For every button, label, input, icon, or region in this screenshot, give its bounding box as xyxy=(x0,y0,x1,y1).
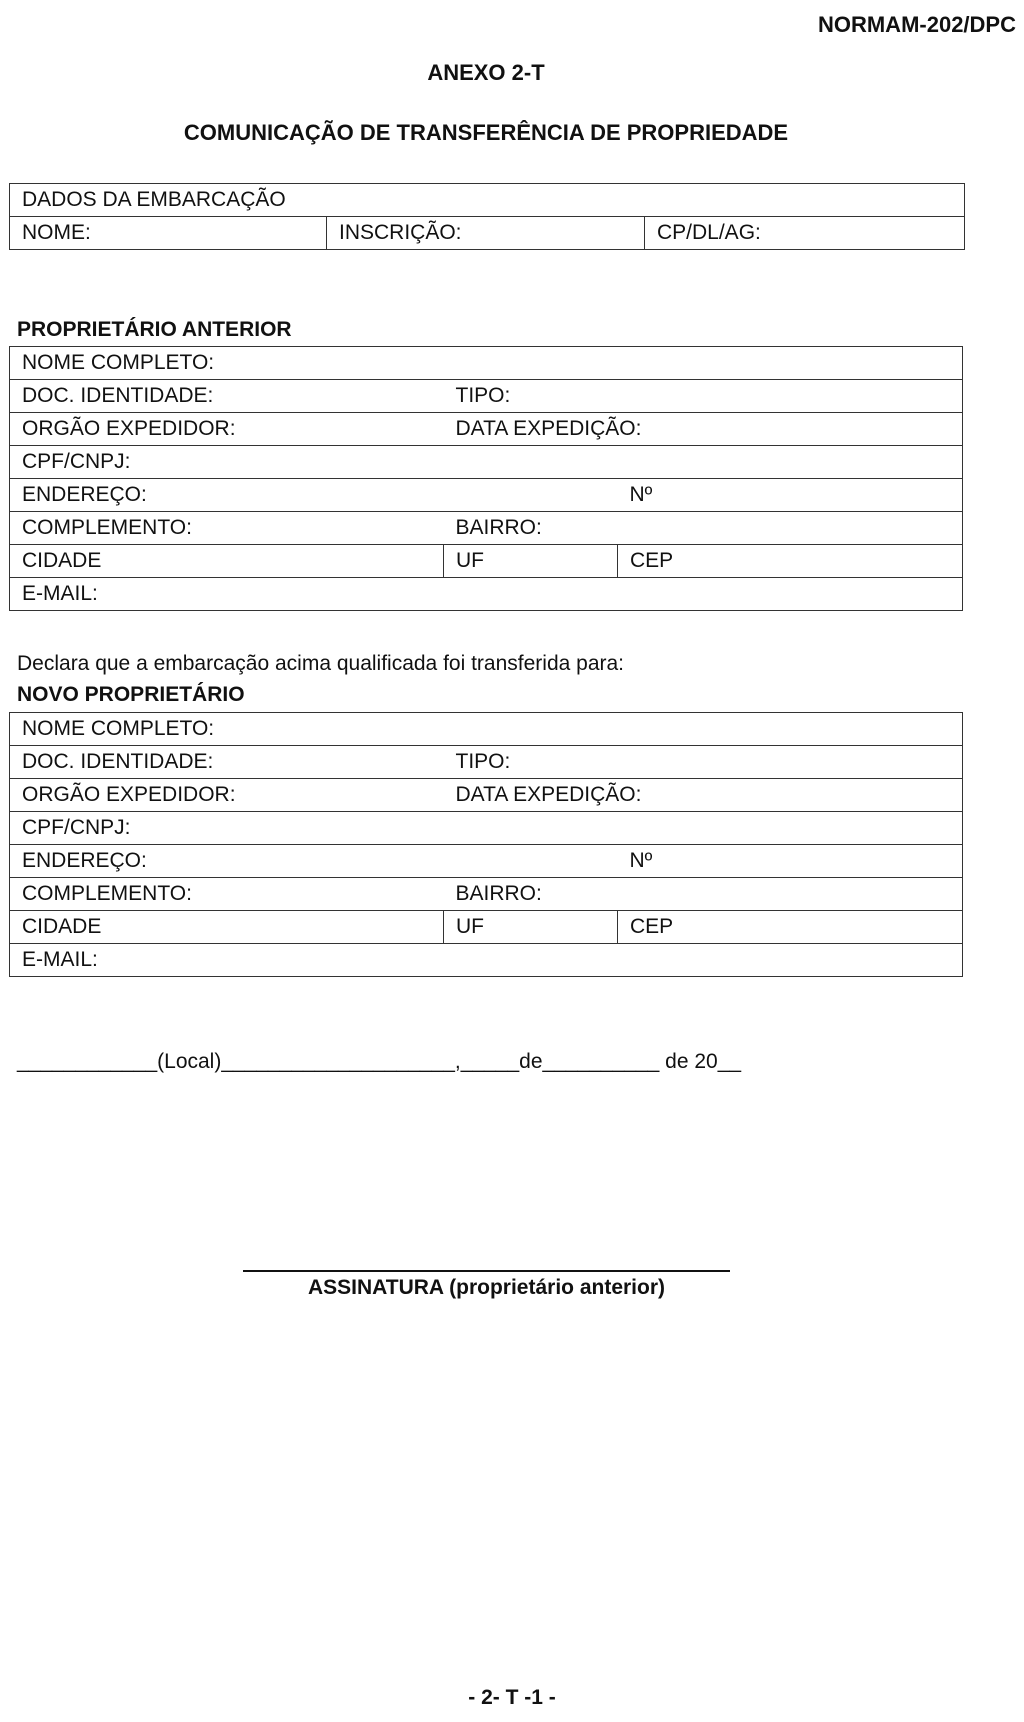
new-zip-field[interactable]: CEP xyxy=(618,911,963,944)
new-address-field[interactable]: ENDEREÇO: xyxy=(10,845,618,878)
prev-city-field[interactable]: CIDADE xyxy=(10,545,444,578)
signature-line[interactable] xyxy=(243,1270,730,1272)
document-reference: NORMAM-202/DPC xyxy=(817,12,1016,37)
place-date-line[interactable]: ____________(Local)____________________,_____de__________ de 20__ xyxy=(17,1050,742,1073)
vessel-name-field[interactable]: NOME: xyxy=(10,217,327,250)
vessel-office-field[interactable]: CP/DL/AG: xyxy=(645,217,965,250)
prev-tax-id-field[interactable]: CPF/CNPJ: xyxy=(10,446,963,479)
prev-id-doc-field[interactable]: DOC. IDENTIDADE: xyxy=(10,380,444,413)
new-type-field[interactable]: TIPO: xyxy=(444,746,963,779)
new-city-field[interactable]: CIDADE xyxy=(10,911,444,944)
new-id-doc-field[interactable]: DOC. IDENTIDADE: xyxy=(10,746,444,779)
signature-label: ASSINATURA (proprietário anterior) xyxy=(307,1276,666,1299)
new-owner-table xyxy=(9,712,963,977)
new-email-field[interactable]: E-MAIL: xyxy=(10,944,963,977)
new-tax-id-field[interactable]: CPF/CNPJ: xyxy=(10,812,963,845)
new-district-field[interactable]: BAIRRO: xyxy=(444,878,963,911)
prev-issue-date-field[interactable]: DATA EXPEDIÇÃO: xyxy=(444,413,963,446)
page-number: - 2- T -1 - xyxy=(468,1686,556,1709)
prev-complement-field[interactable]: COMPLEMENTO: xyxy=(10,512,444,545)
previous-owner-table xyxy=(9,346,963,611)
prev-email-field[interactable]: E-MAIL: xyxy=(10,578,963,611)
vessel-section-title: DADOS DA EMBARCAÇÃO xyxy=(10,184,965,217)
prev-number-field[interactable]: Nº xyxy=(618,479,963,512)
vessel-data-table xyxy=(9,183,965,250)
new-issuer-field[interactable]: ORGÃO EXPEDIDOR: xyxy=(10,779,444,812)
new-full-name-field[interactable]: NOME COMPLETO: xyxy=(10,713,963,746)
prev-zip-field[interactable]: CEP xyxy=(618,545,963,578)
prev-state-field[interactable]: UF xyxy=(444,545,618,578)
vessel-registration-field[interactable]: INSCRIÇÃO: xyxy=(327,217,645,250)
prev-district-field[interactable]: BAIRRO: xyxy=(444,512,963,545)
new-owner-heading: NOVO PROPRIETÁRIO xyxy=(17,683,245,706)
prev-address-field[interactable]: ENDEREÇO: xyxy=(10,479,618,512)
prev-full-name-field[interactable]: NOME COMPLETO: xyxy=(10,347,963,380)
prev-type-field[interactable]: TIPO: xyxy=(444,380,963,413)
previous-owner-heading: PROPRIETÁRIO ANTERIOR xyxy=(17,318,292,341)
transfer-declaration: Declara que a embarcação acima qualificada foi transferida para: xyxy=(17,652,625,675)
prev-issuer-field[interactable]: ORGÃO EXPEDIDOR: xyxy=(10,413,444,446)
new-state-field[interactable]: UF xyxy=(444,911,618,944)
new-complement-field[interactable]: COMPLEMENTO: xyxy=(10,878,444,911)
new-number-field[interactable]: Nº xyxy=(618,845,963,878)
page-title: COMUNICAÇÃO DE TRANSFERÊNCIA DE PROPRIEDADE xyxy=(183,120,789,145)
new-issue-date-field[interactable]: DATA EXPEDIÇÃO: xyxy=(444,779,963,812)
annex-label: ANEXO 2-T xyxy=(427,60,545,85)
